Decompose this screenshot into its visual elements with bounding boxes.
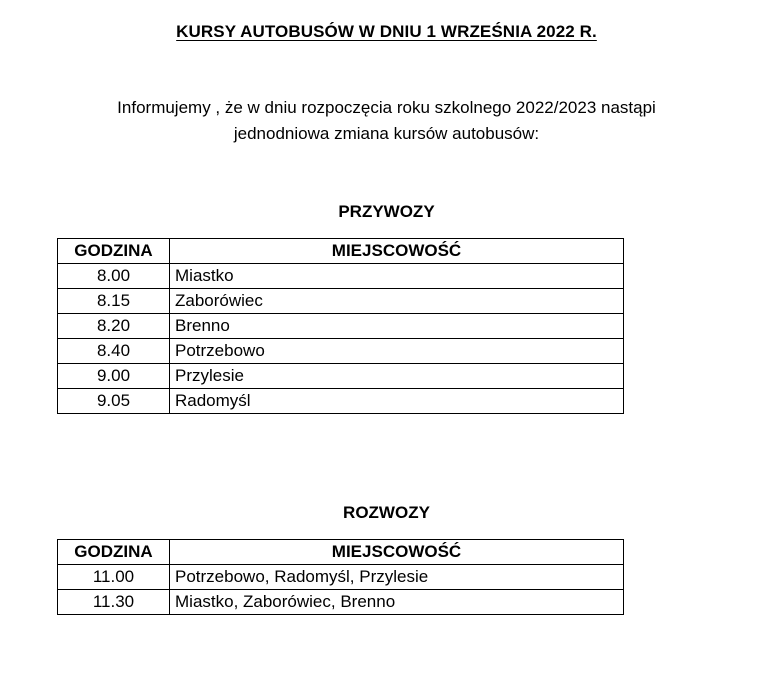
header-place: MIEJSCOWOŚĆ [170, 540, 624, 565]
table-row [58, 590, 624, 615]
cell-place: Przylesie [170, 364, 624, 389]
cell-time: 8.20 [58, 314, 170, 339]
cell-time: 9.00 [58, 364, 170, 389]
przywozy-title: PRZYWOZY [338, 202, 435, 221]
intro-line-2: jednodniowa zmiana kursów autobusów: [233, 124, 540, 143]
table-row [58, 314, 624, 339]
cell-time: 11.30 [58, 590, 170, 615]
cell-time: 8.40 [58, 339, 170, 364]
header-time: GODZINA [58, 540, 170, 565]
table-header-row [58, 239, 624, 264]
cell-time: 8.00 [58, 264, 170, 289]
table-row [58, 289, 624, 314]
table-header-row [58, 540, 624, 565]
przywozy-table [57, 238, 624, 414]
cell-place: Miastko, Zaborówiec, Brenno [170, 590, 624, 615]
cell-place: Miastko [170, 264, 624, 289]
cell-time: 11.00 [58, 565, 170, 590]
table-row [58, 389, 624, 414]
cell-time: 8.15 [58, 289, 170, 314]
cell-time: 9.05 [58, 389, 170, 414]
table-row [58, 264, 624, 289]
cell-place: Brenno [170, 314, 624, 339]
document-title: KURSY AUTOBUSÓW W DNIU 1 WRZEŚNIA 2022 R. [176, 22, 597, 41]
cell-place: Potrzebowo, Radomyśl, Przylesie [170, 565, 624, 590]
intro-line-1: Informujemy , że w dniu rozpoczęcia roku szkolnego 2022/2023 nastąpi [117, 98, 656, 117]
table-row [58, 565, 624, 590]
rozwozy-title: ROZWOZY [343, 503, 430, 522]
header-place: MIEJSCOWOŚĆ [170, 239, 624, 264]
cell-place: Potrzebowo [170, 339, 624, 364]
table-row [58, 364, 624, 389]
header-time: GODZINA [58, 239, 170, 264]
table-row [58, 339, 624, 364]
intro-paragraph [0, 95, 773, 147]
cell-place: Radomyśl [170, 389, 624, 414]
rozwozy-table [57, 539, 624, 615]
cell-place: Zaborówiec [170, 289, 624, 314]
